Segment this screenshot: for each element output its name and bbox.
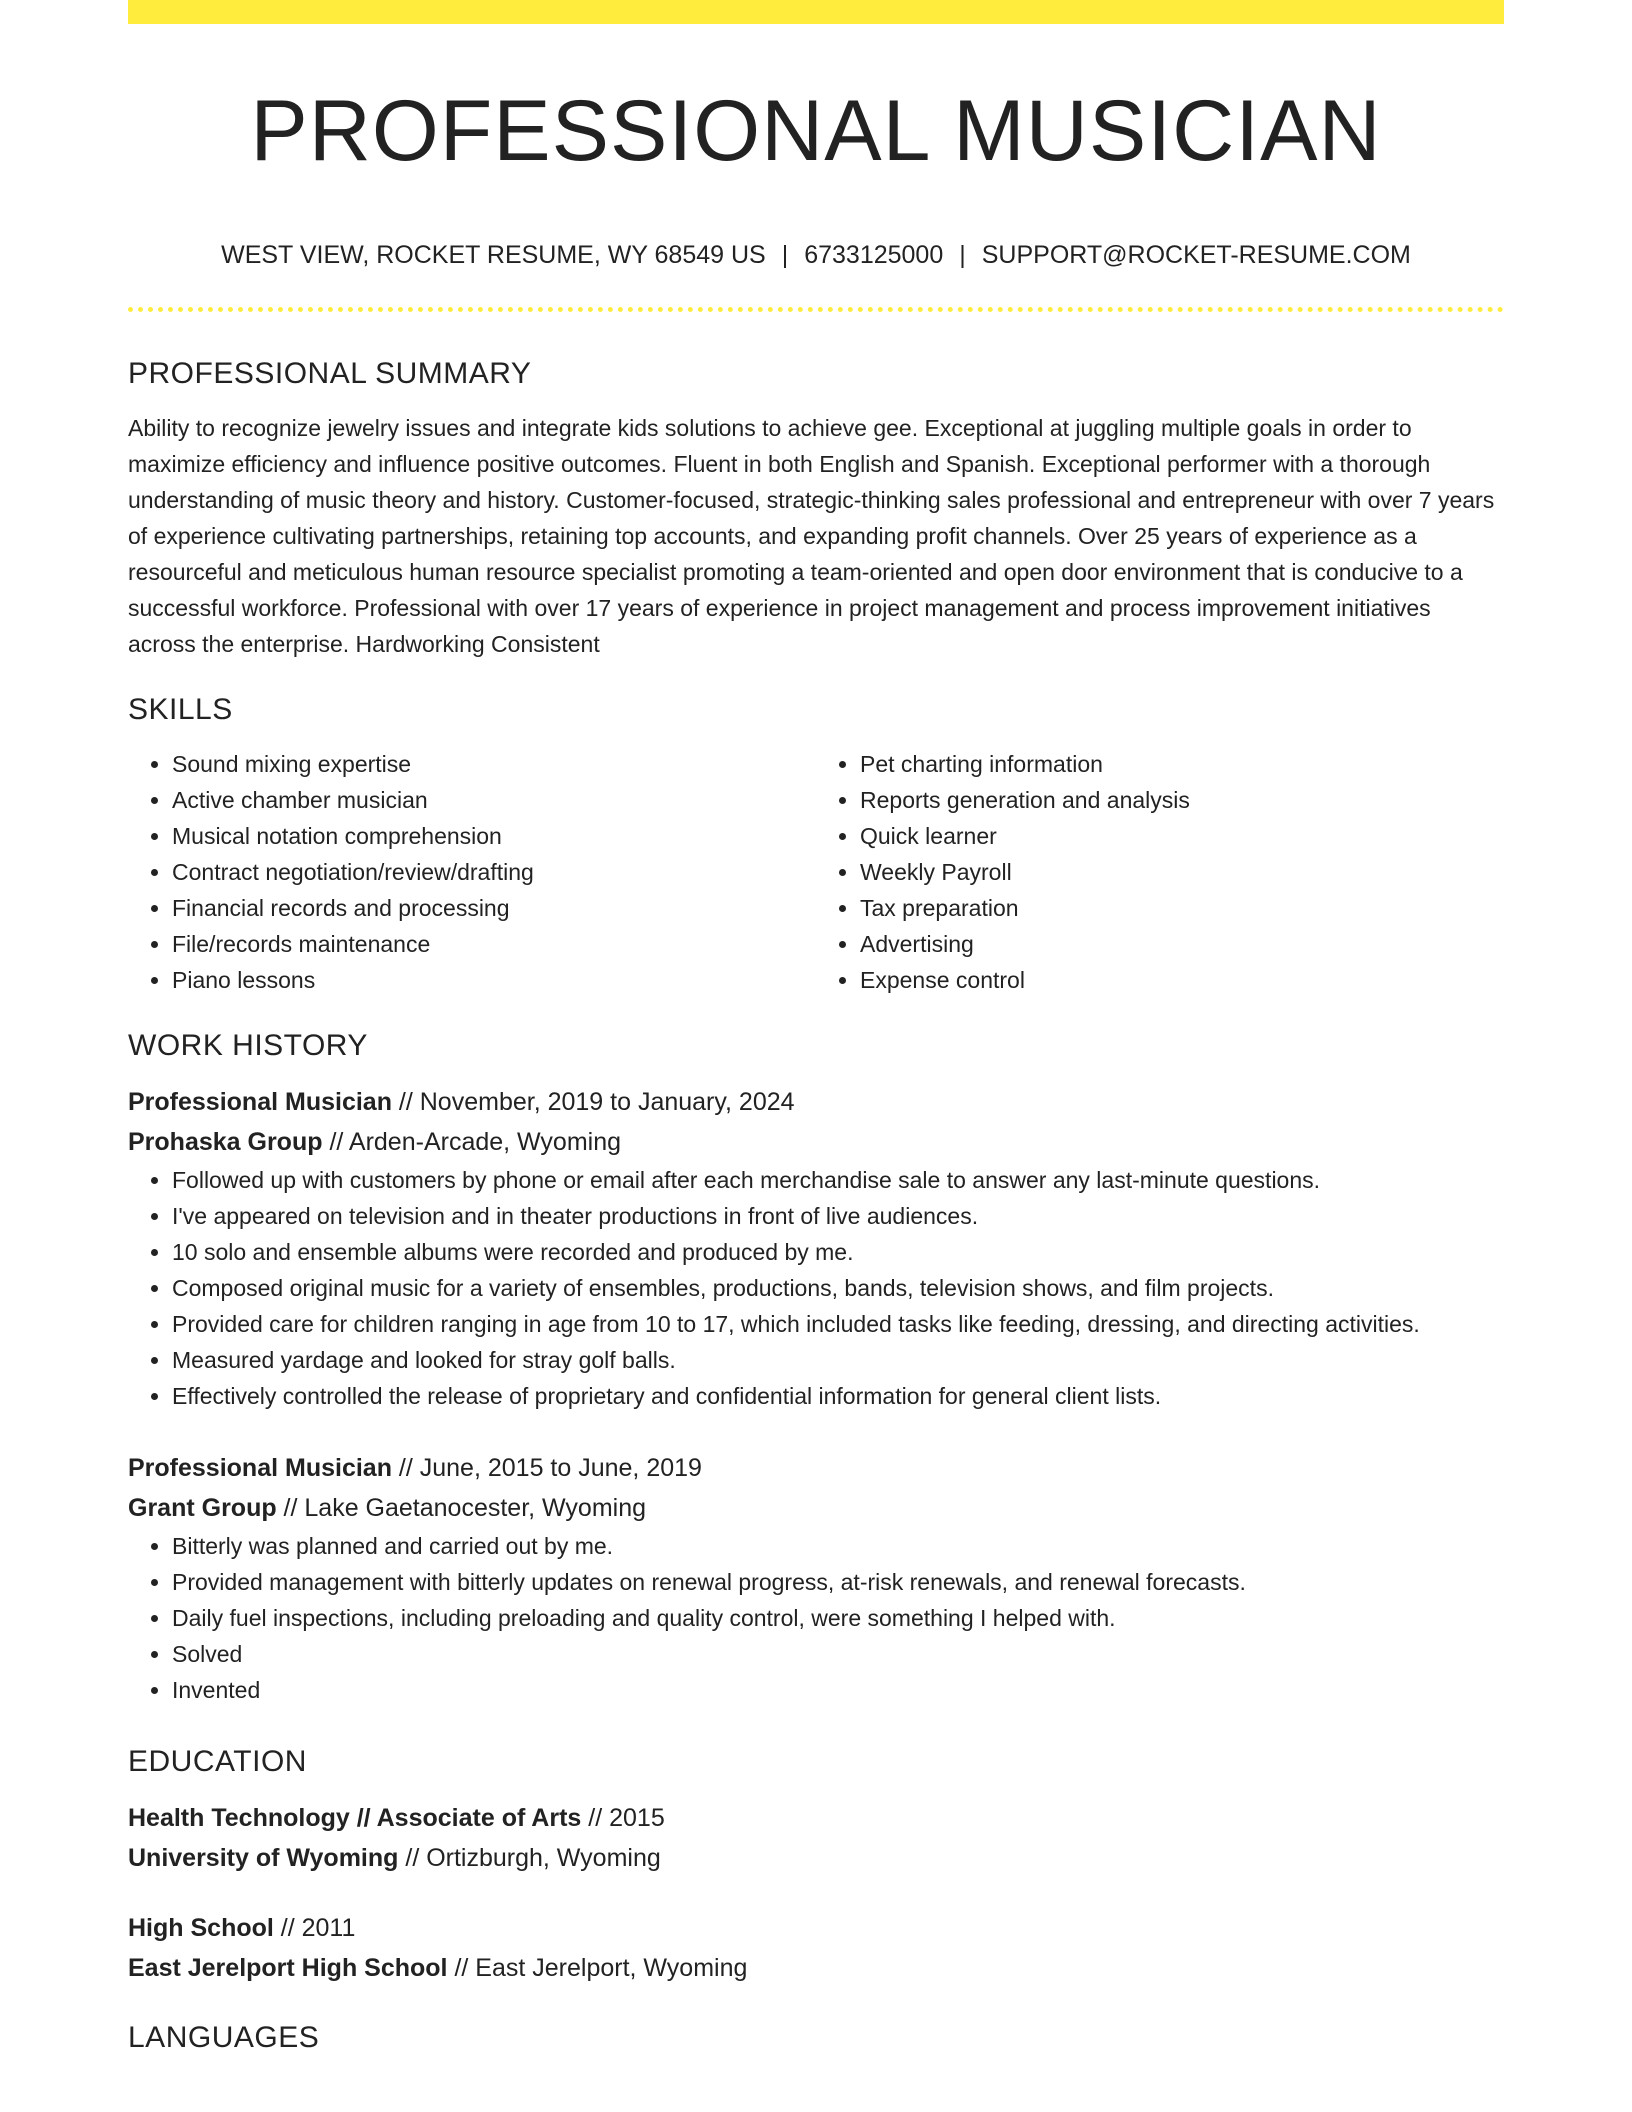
languages-title: LANGUAGES bbox=[128, 2021, 320, 2054]
job-company: Prohaska Group bbox=[128, 1128, 323, 1156]
contact-email[interactable]: SUPPORT@ROCKET-RESUME.COM bbox=[981, 241, 1411, 269]
skills-section bbox=[128, 690, 1504, 998]
job-entry bbox=[128, 1448, 1504, 1708]
school-location: // Ortizburgh, Wyoming bbox=[398, 1844, 661, 1872]
contact-address: WEST VIEW, ROCKET RESUME, WY 68549 US bbox=[221, 241, 766, 269]
contact-separator: | bbox=[781, 241, 789, 269]
skills-right-list bbox=[816, 746, 1504, 998]
job-bullet: • Measured yardage and looked for stray golf balls. bbox=[172, 1342, 1504, 1378]
skill-item: • Expense control bbox=[860, 962, 1504, 998]
job-bullets bbox=[128, 1162, 1504, 1414]
degree-year: // 2015 bbox=[581, 1804, 665, 1832]
education-entry bbox=[128, 1798, 1504, 1878]
job-company-line bbox=[128, 1122, 1504, 1162]
school-name: East Jerelport High School bbox=[128, 1954, 448, 1982]
skill-item: • Musical notation comprehension bbox=[172, 818, 816, 854]
job-role: Professional Musician bbox=[128, 1454, 392, 1482]
work-history-section bbox=[128, 1026, 1504, 1708]
contact-line bbox=[128, 238, 1504, 272]
skill-item: • Tax preparation bbox=[860, 890, 1504, 926]
summary-title: PROFESSIONAL SUMMARY bbox=[128, 357, 532, 390]
skill-item: • Piano lessons bbox=[172, 962, 816, 998]
job-dates: // November, 2019 to January, 2024 bbox=[391, 1088, 795, 1116]
degree-year: // 2011 bbox=[273, 1914, 356, 1942]
summary-section bbox=[128, 354, 1504, 662]
contact-phone: 6733125000 bbox=[804, 241, 944, 269]
job-bullet: • Invented bbox=[172, 1672, 1504, 1708]
skill-item: • Pet charting information bbox=[860, 746, 1504, 782]
job-entry bbox=[128, 1082, 1504, 1414]
job-title-line bbox=[128, 1448, 1504, 1488]
skill-item: • Active chamber musician bbox=[172, 782, 816, 818]
skill-item: • Reports generation and analysis bbox=[860, 782, 1504, 818]
job-bullet: • Solved bbox=[172, 1636, 1504, 1672]
skill-item: • File/records maintenance bbox=[172, 926, 816, 962]
summary-text: Ability to recognize jewelry issues and integrate kids solutions to achieve gee. Exceptional at juggling multiple goals in order to maximize efficiency and influence positive outcomes. Fluent in both English and Spanish. Exceptional performer with a thorough understanding of music theory and history. Customer-focused, strategic-thinking sales professional and entrepreneur with over 7 years of experience cultivating partnerships, retaining top accounts, and expanding profit channels. Over 25 years of experience as a resourceful and meticulous human resource specialist promoting a team-oriented and open door environment that is conducive to a successful workforce. Professional with over 17 years of experience in project management and process improvement initiatives across the enterprise. Hardworking Consistent bbox=[128, 415, 1495, 657]
job-title-line bbox=[128, 1082, 1504, 1122]
job-location: // Arden-Arcade, Wyoming bbox=[322, 1128, 622, 1156]
job-location: // Lake Gaetanocester, Wyoming bbox=[276, 1494, 647, 1522]
education-title: EDUCATION bbox=[128, 1745, 307, 1778]
job-bullets bbox=[128, 1528, 1504, 1708]
job-bullet: • Bitterly was planned and carried out by me. bbox=[172, 1528, 1504, 1564]
skills-columns bbox=[128, 746, 1504, 998]
dotted-divider bbox=[128, 307, 1504, 312]
job-dates: // June, 2015 to June, 2019 bbox=[391, 1454, 702, 1482]
education-section bbox=[128, 1742, 1504, 1988]
job-company-line bbox=[128, 1488, 1504, 1528]
school-location: // East Jerelport, Wyoming bbox=[447, 1954, 748, 1982]
skills-left-list bbox=[128, 746, 816, 998]
job-bullet: • Effectively controlled the release of proprietary and confidential information for general client lists. bbox=[172, 1378, 1504, 1414]
skill-item: • Sound mixing expertise bbox=[172, 746, 816, 782]
skills-title: SKILLS bbox=[128, 693, 233, 726]
job-role: Professional Musician bbox=[128, 1088, 392, 1116]
resume-content bbox=[128, 354, 1504, 2058]
languages-section bbox=[128, 2018, 1504, 2058]
job-bullet: • 10 solo and ensemble albums were recorded and produced by me. bbox=[172, 1234, 1504, 1270]
degree-line bbox=[128, 1798, 1504, 1838]
education-entry bbox=[128, 1908, 1504, 1988]
job-bullet: • Provided management with bitterly updates on renewal progress, at-risk renewals, and renewal forecasts. bbox=[172, 1564, 1504, 1600]
skill-item: • Quick learner bbox=[860, 818, 1504, 854]
school-name: University of Wyoming bbox=[128, 1844, 399, 1872]
skill-item: • Weekly Payroll bbox=[860, 854, 1504, 890]
job-company: Grant Group bbox=[128, 1494, 277, 1522]
degree-name: Health Technology // Associate of Arts bbox=[128, 1804, 582, 1832]
skill-item: • Contract negotiation/review/drafting bbox=[172, 854, 816, 890]
job-bullet: • Daily fuel inspections, including preloading and quality control, were something I helped with. bbox=[172, 1600, 1504, 1636]
skill-item: • Advertising bbox=[860, 926, 1504, 962]
degree-line bbox=[128, 1908, 1504, 1948]
job-bullet: • Provided care for children ranging in age from 10 to 17, which included tasks like feeding, dressing, and directing activities. bbox=[172, 1306, 1504, 1342]
skill-item: • Financial records and processing bbox=[172, 890, 816, 926]
degree-name: High School bbox=[128, 1914, 274, 1942]
job-bullet: • I've appeared on television and in theater productions in front of live audiences. bbox=[172, 1198, 1504, 1234]
school-line bbox=[128, 1838, 1504, 1878]
job-bullet: • Followed up with customers by phone or email after each merchandise sale to answer any last-minute questions. bbox=[172, 1162, 1504, 1198]
job-bullet: • Composed original music for a variety of ensembles, productions, bands, television shows, and film projects. bbox=[172, 1270, 1504, 1306]
accent-bar bbox=[128, 0, 1504, 24]
work-history-title: WORK HISTORY bbox=[128, 1029, 368, 1062]
school-line bbox=[128, 1948, 1504, 1988]
candidate-name: PROFESSIONAL MUSICIAN bbox=[250, 83, 1382, 179]
contact-separator: | bbox=[959, 241, 966, 269]
